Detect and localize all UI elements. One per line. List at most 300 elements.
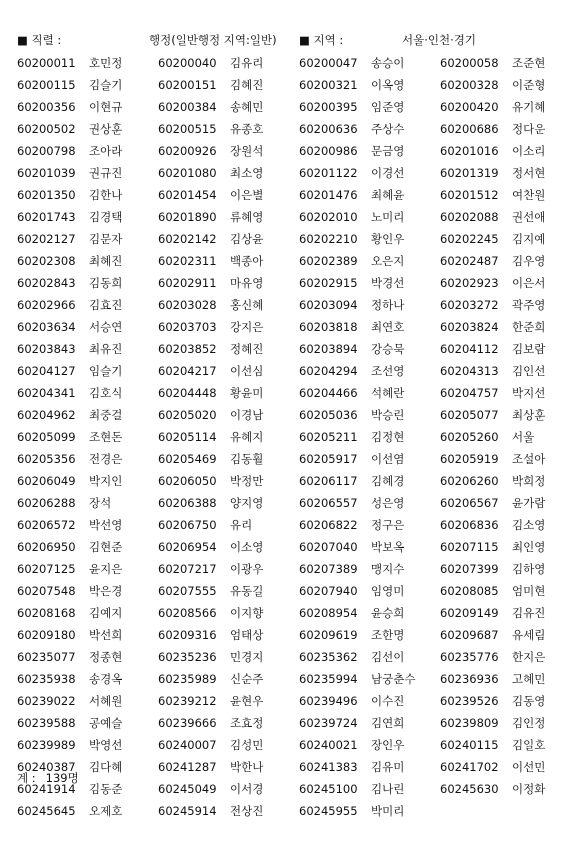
applicant-name: 박지선: [512, 386, 546, 400]
exam-number: 60205077: [440, 408, 499, 422]
exam-number: 60202308: [17, 254, 76, 268]
applicant-name: 이소영: [230, 540, 264, 554]
applicant-name: 박지인: [89, 474, 123, 488]
applicant-name: 윤승희: [371, 606, 405, 620]
applicant-name: 최혜윤: [371, 188, 405, 202]
exam-number: 60204313: [440, 364, 499, 378]
exam-number: 60208085: [440, 584, 499, 598]
applicant-name: 여찬원: [512, 188, 546, 202]
applicant-name: 서승연: [89, 320, 123, 334]
exam-number: 60245914: [158, 804, 217, 818]
applicant-name: 노미리: [371, 210, 405, 224]
applicant-name: 박정만: [230, 474, 264, 488]
applicant-name: 이준형: [512, 78, 546, 92]
applicant-name: 송혜민: [230, 100, 264, 114]
exam-number: 60245955: [299, 804, 358, 818]
exam-number: 60239022: [17, 694, 76, 708]
exam-number: 60205260: [440, 430, 499, 444]
exam-number: 60203852: [158, 342, 217, 356]
table-row: [17, 118, 577, 140]
exam-number: 60235938: [17, 672, 76, 686]
applicant-name: 김유리: [230, 56, 264, 70]
applicant-name: 김연희: [371, 716, 405, 730]
applicant-name: 마유영: [230, 276, 264, 290]
exam-number: 60202088: [440, 210, 499, 224]
exam-number: 60204466: [299, 386, 358, 400]
applicant-name: 이경선: [371, 166, 405, 180]
table-row: [17, 294, 577, 316]
applicant-name: 김하영: [512, 562, 546, 576]
applicant-name: 공예슬: [89, 716, 123, 730]
applicant-name: 고혜민: [512, 672, 546, 686]
applicant-name: 이선염: [371, 452, 405, 466]
applicant-name: 박영선: [89, 738, 123, 752]
exam-number: 60203094: [299, 298, 358, 312]
exam-number: 60206836: [440, 518, 499, 532]
applicant-name: 전상진: [230, 804, 264, 818]
applicant-name: 김혜경: [371, 474, 405, 488]
exam-number: 60209149: [440, 606, 499, 620]
exam-number: 60207399: [440, 562, 499, 576]
exam-number: 60203028: [158, 298, 217, 312]
applicant-name: 이옥영: [371, 78, 405, 92]
applicant-name: 강승묵: [371, 342, 405, 356]
exam-number: 60200395: [299, 100, 358, 114]
applicant-name: 김예지: [89, 606, 123, 620]
exam-number: 60200686: [440, 122, 499, 136]
applicant-name: 이소리: [512, 144, 546, 158]
applicant-name: 권상훈: [89, 122, 123, 136]
table-row: [17, 74, 577, 96]
exam-number: 60207555: [158, 584, 217, 598]
applicant-name: 김효진: [89, 298, 123, 312]
exam-number: 60206567: [440, 496, 499, 510]
total-count: [17, 768, 79, 788]
table-row: [17, 712, 577, 734]
exam-number: 60206572: [17, 518, 76, 532]
applicant-name: 김성민: [230, 738, 264, 752]
table-row: [17, 404, 577, 426]
exam-number: 60204217: [158, 364, 217, 378]
exam-number: 60201512: [440, 188, 499, 202]
exam-number: 60200040: [158, 56, 217, 70]
applicant-name: 윤가람: [512, 496, 546, 510]
applicant-name: 정다운: [512, 122, 546, 136]
applicant-name: 황윤미: [230, 386, 264, 400]
applicant-name: 김동훨: [230, 452, 264, 466]
exam-number: 60239809: [440, 716, 499, 730]
exam-number: 60245100: [299, 782, 358, 796]
exam-number: 60203703: [158, 320, 217, 334]
exam-number: 60202127: [17, 232, 76, 246]
job-series-label: ■ 직렬 :: [17, 33, 62, 47]
applicant-name: 유세림: [512, 628, 546, 642]
table-row: [17, 184, 577, 206]
exam-number: 60201122: [299, 166, 358, 180]
applicant-name: 조아라: [89, 144, 123, 158]
table-row: [17, 52, 577, 74]
exam-number: 60202915: [299, 276, 358, 290]
exam-number: 60202311: [158, 254, 217, 268]
applicant-name: 김지예: [512, 232, 546, 246]
exam-number: 60204448: [158, 386, 217, 400]
exam-number: 60201454: [158, 188, 217, 202]
exam-number: 60204127: [17, 364, 76, 378]
applicant-name: 정하나: [371, 298, 405, 312]
exam-number: 60235077: [17, 650, 76, 664]
applicant-name: 강지은: [230, 320, 264, 334]
exam-number: 60201350: [17, 188, 76, 202]
applicant-name: 김나린: [371, 782, 405, 796]
table-row: [17, 360, 577, 382]
table-row: [17, 250, 577, 272]
applicant-name: 최인영: [512, 540, 546, 554]
table-row: [17, 426, 577, 448]
exam-number: 60208168: [17, 606, 76, 620]
applicant-name: 김경택: [89, 210, 123, 224]
job-series-value: 행정(일반행정 지역:일반): [149, 33, 277, 47]
table-row: [17, 206, 577, 228]
exam-number: 60205469: [158, 452, 217, 466]
exam-number: 60239989: [17, 738, 76, 752]
applicant-name: 김동희: [89, 276, 123, 290]
exam-number: 60236936: [440, 672, 499, 686]
document-header: [17, 30, 577, 50]
exam-number: 60202911: [158, 276, 217, 290]
exam-number: 60202843: [17, 276, 76, 290]
exam-number: 60207389: [299, 562, 358, 576]
region-label: ■ 지역 :: [299, 33, 344, 47]
total-label: 계 :: [17, 771, 36, 785]
applicant-name: 박선영: [89, 518, 123, 532]
applicant-name: 홍신혜: [230, 298, 264, 312]
applicant-name: 김일호: [512, 738, 546, 752]
applicant-list: [17, 52, 577, 822]
table-row: [17, 316, 577, 338]
table-row: [17, 382, 577, 404]
table-row: [17, 492, 577, 514]
applicant-name: 이정화: [512, 782, 546, 796]
exam-number: 60207115: [440, 540, 499, 554]
applicant-name: 박승린: [371, 408, 405, 422]
exam-number: 60206117: [299, 474, 358, 488]
exam-number: 60206288: [17, 496, 76, 510]
applicant-name: 김정현: [371, 430, 405, 444]
applicant-name: 김인선: [512, 364, 546, 378]
table-row: [17, 690, 577, 712]
applicant-name: 한지은: [512, 650, 546, 664]
applicant-name: 조선영: [371, 364, 405, 378]
applicant-name: 김현준: [89, 540, 123, 554]
applicant-name: 김선이: [371, 650, 405, 664]
exam-number: 60200926: [158, 144, 217, 158]
applicant-name: 이은서: [512, 276, 546, 290]
exam-number: 60239526: [440, 694, 499, 708]
applicant-name: 이은별: [230, 188, 264, 202]
applicant-name: 임슬기: [89, 364, 123, 378]
applicant-name: 양지영: [230, 496, 264, 510]
exam-number: 60200011: [17, 56, 76, 70]
exam-number: 60240007: [158, 738, 217, 752]
applicant-name: 최연호: [371, 320, 405, 334]
exam-number: 60203634: [17, 320, 76, 334]
applicant-name: 엄미현: [512, 584, 546, 598]
table-row: [17, 624, 577, 646]
applicant-name: 류혜영: [230, 210, 264, 224]
exam-number: 60202487: [440, 254, 499, 268]
applicant-name: 박보옥: [371, 540, 405, 554]
applicant-name: 유종호: [230, 122, 264, 136]
applicant-name: 전경은: [89, 452, 123, 466]
table-row: [17, 756, 577, 778]
applicant-name: 한준희: [512, 320, 546, 334]
exam-number: 60241383: [299, 760, 358, 774]
exam-number: 60203272: [440, 298, 499, 312]
applicant-name: 석혜란: [371, 386, 405, 400]
exam-number: 60239212: [158, 694, 217, 708]
applicant-name: 김보람: [512, 342, 546, 356]
exam-number: 60204341: [17, 386, 76, 400]
exam-number: 60202010: [299, 210, 358, 224]
applicant-name: 박은경: [89, 584, 123, 598]
applicant-name: 김한나: [89, 188, 123, 202]
table-row: [17, 734, 577, 756]
applicant-name: 남궁춘수: [371, 672, 416, 686]
exam-number: 60206050: [158, 474, 217, 488]
exam-number: 60209619: [299, 628, 358, 642]
exam-number: 60207548: [17, 584, 76, 598]
applicant-name: 맹지수: [371, 562, 405, 576]
applicant-name: 권규진: [89, 166, 123, 180]
exam-number: 60203818: [299, 320, 358, 334]
applicant-name: 이경남: [230, 408, 264, 422]
applicant-name: 김문자: [89, 232, 123, 246]
applicant-name: 민경지: [230, 650, 264, 664]
exam-number: 60206950: [17, 540, 76, 554]
applicant-name: 정서현: [512, 166, 546, 180]
applicant-name: 김상윤: [230, 232, 264, 246]
exam-number: 60200115: [17, 78, 76, 92]
applicant-name: 조한명: [371, 628, 405, 642]
exam-number: 60208954: [299, 606, 358, 620]
exam-number: 60207217: [158, 562, 217, 576]
applicant-name: 정구은: [371, 518, 405, 532]
exam-number: 60207125: [17, 562, 76, 576]
applicant-name: 박미리: [371, 804, 405, 818]
table-row: [17, 96, 577, 118]
exam-number: 60205356: [17, 452, 76, 466]
table-row: [17, 228, 577, 250]
applicant-name: 김소영: [512, 518, 546, 532]
applicant-name: 송경옥: [89, 672, 123, 686]
applicant-name: 백종아: [230, 254, 264, 268]
exam-number: 60235362: [299, 650, 358, 664]
exam-number: 60202923: [440, 276, 499, 290]
applicant-name: 정종현: [89, 650, 123, 664]
exam-number: 60206822: [299, 518, 358, 532]
table-row: [17, 778, 577, 800]
exam-number: 60202389: [299, 254, 358, 268]
exam-number: 60205020: [158, 408, 217, 422]
exam-number: 60200328: [440, 78, 499, 92]
applicant-name: 이수진: [371, 694, 405, 708]
exam-number: 60200986: [299, 144, 358, 158]
exam-number: 60201890: [158, 210, 217, 224]
exam-number: 60203824: [440, 320, 499, 334]
exam-number: 60200384: [158, 100, 217, 114]
exam-number: 60245630: [440, 782, 499, 796]
applicant-name: 조효정: [230, 716, 264, 730]
exam-number: 60241702: [440, 760, 499, 774]
applicant-name: 조설아: [512, 452, 546, 466]
exam-number: 60200047: [299, 56, 358, 70]
exam-number: 60239496: [299, 694, 358, 708]
exam-number: 60207040: [299, 540, 358, 554]
exam-number: 60201319: [440, 166, 499, 180]
exam-number: 60202210: [299, 232, 358, 246]
applicant-name: 박한나: [230, 760, 264, 774]
exam-number: 60200321: [299, 78, 358, 92]
applicant-name: 황인우: [371, 232, 405, 246]
exam-number: 60203894: [299, 342, 358, 356]
applicant-name: 김인정: [512, 716, 546, 730]
applicant-name: 이광우: [230, 562, 264, 576]
total-value: 139명: [45, 771, 79, 785]
applicant-name: 최유진: [89, 342, 123, 356]
applicant-name: 곽주영: [512, 298, 546, 312]
exam-number: 60202142: [158, 232, 217, 246]
applicant-name: 윤현우: [230, 694, 264, 708]
exam-number: 60202245: [440, 232, 499, 246]
applicant-name: 이선심: [230, 364, 264, 378]
exam-number: 60200058: [440, 56, 499, 70]
exam-number: 60235989: [158, 672, 217, 686]
exam-number: 60205211: [299, 430, 358, 444]
applicant-name: 윤지은: [89, 562, 123, 576]
exam-number: 60200502: [17, 122, 76, 136]
exam-number: 60201476: [299, 188, 358, 202]
exam-number: 60245049: [158, 782, 217, 796]
exam-number: 60235994: [299, 672, 358, 686]
exam-number: 60201039: [17, 166, 76, 180]
table-row: [17, 580, 577, 602]
table-row: [17, 448, 577, 470]
exam-number: 60240387: [17, 760, 76, 774]
exam-number: 60205917: [299, 452, 358, 466]
applicant-name: 김동영: [512, 694, 546, 708]
applicant-name: 호민정: [89, 56, 123, 70]
applicant-name: 최중걸: [89, 408, 123, 422]
applicant-name: 장원석: [230, 144, 264, 158]
exam-number: 60235776: [440, 650, 499, 664]
table-row: [17, 272, 577, 294]
applicant-name: 서울: [512, 430, 535, 444]
exam-number: 60239724: [299, 716, 358, 730]
applicant-name: 성은영: [371, 496, 405, 510]
applicant-name: 문금영: [371, 144, 405, 158]
applicant-name: 이지향: [230, 606, 264, 620]
applicant-name: 오은지: [371, 254, 405, 268]
exam-number: 60200636: [299, 122, 358, 136]
exam-number: 60204112: [440, 342, 499, 356]
table-row: [17, 536, 577, 558]
exam-number: 60209316: [158, 628, 217, 642]
applicant-name: 이현규: [89, 100, 123, 114]
exam-number: 60206388: [158, 496, 217, 510]
applicant-name: 신순주: [230, 672, 264, 686]
applicant-name: 김동준: [89, 782, 123, 796]
exam-number: 60241287: [158, 760, 217, 774]
exam-number: 60201743: [17, 210, 76, 224]
exam-number: 60206750: [158, 518, 217, 532]
table-row: [17, 514, 577, 536]
applicant-name: 김우영: [512, 254, 546, 268]
applicant-name: 김다혜: [89, 760, 123, 774]
exam-number: 60200151: [158, 78, 217, 92]
table-row: [17, 162, 577, 184]
applicant-name: 조현돈: [89, 430, 123, 444]
applicant-name: 최혜진: [89, 254, 123, 268]
applicant-name: 이서경: [230, 782, 264, 796]
table-row: [17, 646, 577, 668]
applicant-name: 유동길: [230, 584, 264, 598]
exam-number: 60209687: [440, 628, 499, 642]
table-row: [17, 558, 577, 580]
exam-number: 60207940: [299, 584, 358, 598]
exam-number: 60241914: [17, 782, 76, 796]
applicant-name: 최상훈: [512, 408, 546, 422]
exam-number: 60204757: [440, 386, 499, 400]
exam-number: 60206954: [158, 540, 217, 554]
applicant-name: 장석: [89, 496, 112, 510]
exam-number: 60203843: [17, 342, 76, 356]
exam-number: 60245645: [17, 804, 76, 818]
exam-number: 60206049: [17, 474, 76, 488]
applicant-name: 서혜원: [89, 694, 123, 708]
applicant-name: 최소영: [230, 166, 264, 180]
exam-number: 60204294: [299, 364, 358, 378]
applicant-name: 유기혜: [512, 100, 546, 114]
exam-number: 60200356: [17, 100, 76, 114]
applicant-name: 김혜진: [230, 78, 264, 92]
table-row: [17, 668, 577, 690]
exam-number: 60205114: [158, 430, 217, 444]
exam-number: 60200798: [17, 144, 76, 158]
exam-number: 60239666: [158, 716, 217, 730]
applicant-name: 김호식: [89, 386, 123, 400]
exam-number: 60209180: [17, 628, 76, 642]
applicant-name: 엄태상: [230, 628, 264, 642]
region-value: 서울·인천·경기: [402, 33, 476, 47]
table-row: [17, 602, 577, 624]
applicant-name: 김유미: [371, 760, 405, 774]
applicant-name: 임준영: [371, 100, 405, 114]
exam-number: 60200420: [440, 100, 499, 114]
applicant-name: 송승이: [371, 56, 405, 70]
exam-number: 60240021: [299, 738, 358, 752]
applicant-name: 주상수: [371, 122, 405, 136]
applicant-name: 박경선: [371, 276, 405, 290]
applicant-name: 임영미: [371, 584, 405, 598]
applicant-name: 김슬기: [89, 78, 123, 92]
exam-number: 60235236: [158, 650, 217, 664]
applicant-name: 이선민: [512, 760, 546, 774]
exam-number: 60205919: [440, 452, 499, 466]
exam-number: 60239588: [17, 716, 76, 730]
applicant-name: 김유진: [512, 606, 546, 620]
applicant-name: 박선희: [89, 628, 123, 642]
exam-number: 60205099: [17, 430, 76, 444]
